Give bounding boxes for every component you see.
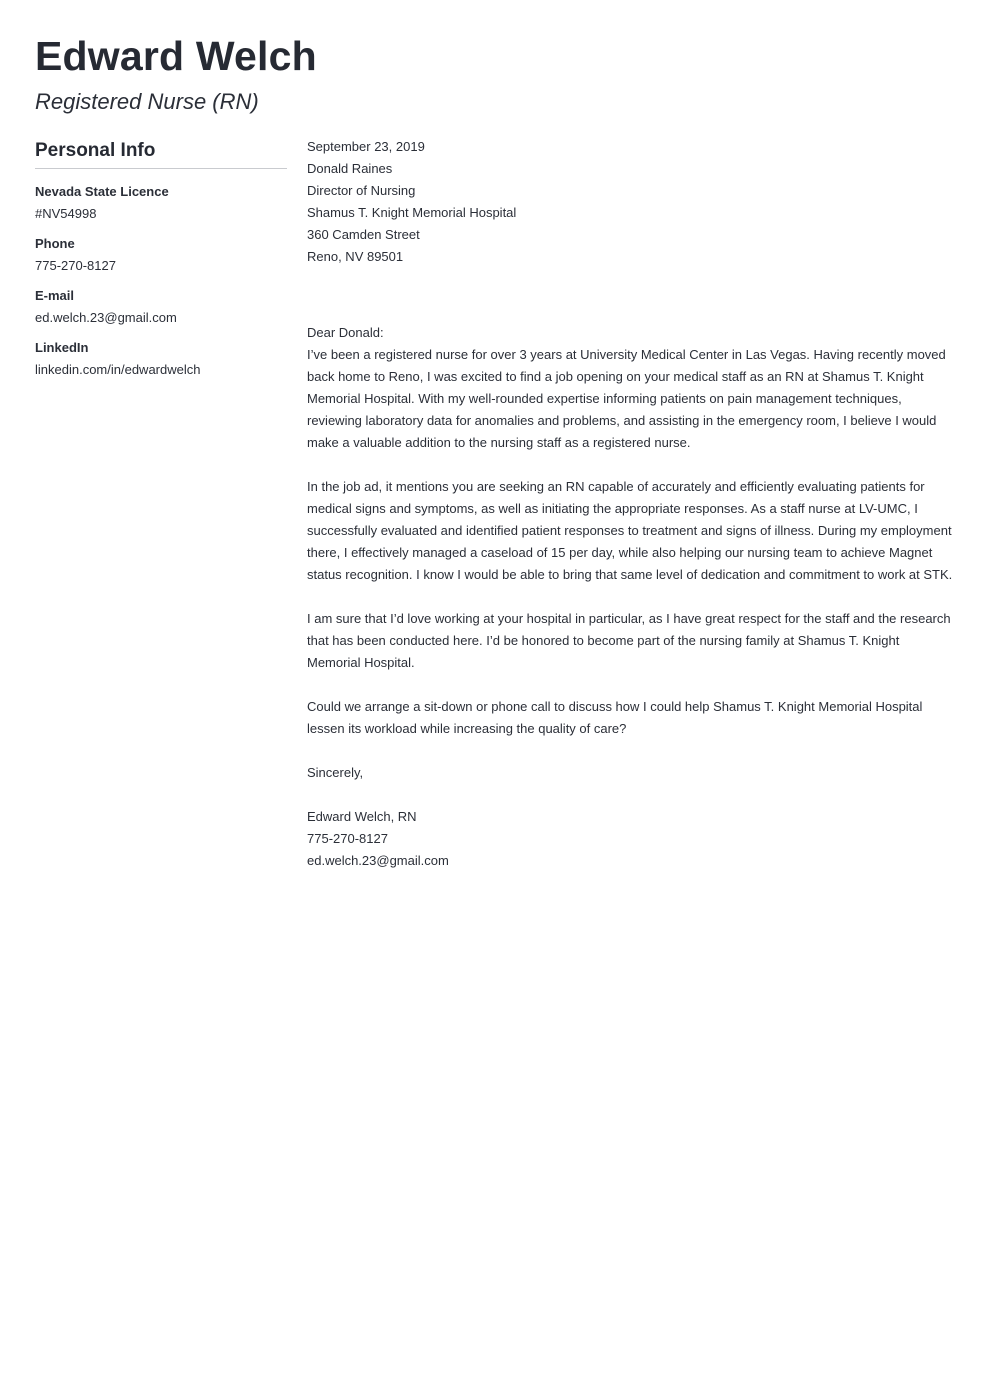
salutation: Dear Donald: <box>307 325 384 340</box>
personal-info-heading: Personal Info <box>35 138 287 169</box>
info-value: ed.welch.23@gmail.com <box>35 310 177 325</box>
body-paragraph: I’ve been a registered nurse for over 3 years at University Medical Center in Las Vegas. Having recently moved back home to Reno, I was excited to find a job opening on your medical staff as an RN at Shamus T. Knight Memorial Hospital. With my well-rounded expertise informing patients on pain management techniques, reviewing laboratory data for anomalies and problems, and assisting in the emergency room, I believe I would make a valuable addition to the nursing staff as a registered nurse. <box>307 347 946 450</box>
recipient-block <box>307 158 955 268</box>
signature-email: ed.welch.23@gmail.com <box>307 853 449 868</box>
letter-content <box>307 136 955 872</box>
recipient-organization: Shamus T. Knight Memorial Hospital <box>307 205 517 220</box>
info-value: linkedin.com/in/edwardwelch <box>35 362 201 377</box>
signature-block <box>307 806 955 872</box>
info-item-phone <box>35 233 287 277</box>
info-label: E-mail <box>35 288 75 303</box>
recipient-street: 360 Camden Street <box>307 227 420 242</box>
applicant-role: Registered Nurse (RN) <box>35 89 259 114</box>
info-item-licence <box>35 181 287 225</box>
body-paragraph: In the job ad, it mentions you are seeking an RN capable of accurately and efficiently evaluating patients for medical signs and symptoms, as well as initiating the appropriate responses. As a staff nurse at LV-UMC, I successfully evaluated and identified patient responses to treatment and signs of illness. During my employment there, I effectively managed a caseload of 15 per day, while also helping our nursing team to achieve Magnet status recognition. I know I would be able to bring that same level of dedication and commitment to work at STK. <box>307 479 953 582</box>
personal-info-sidebar <box>35 138 287 389</box>
signature-name: Edward Welch, RN <box>307 809 417 824</box>
letter-date: September 23, 2019 <box>307 139 425 154</box>
body-paragraph: I am sure that I’d love working at your hospital in particular, as I have great respect for the staff and the research that has been conducted here. I’d be honored to become part of the nursing family at Shamus T. Knight Memorial Hospital. <box>307 611 951 670</box>
info-label: Phone <box>35 236 75 251</box>
signature-phone: 775-270-8127 <box>307 831 388 846</box>
applicant-name: Edward Welch <box>35 33 317 79</box>
info-value: #NV54998 <box>35 206 97 221</box>
recipient-name: Donald Raines <box>307 161 393 176</box>
info-item-email <box>35 285 287 329</box>
body-paragraph: Could we arrange a sit-down or phone call to discuss how I could help Shamus T. Knight Memorial Hospital lessen its workload while increasing the quality of care? <box>307 699 923 736</box>
closing: Sincerely, <box>307 765 364 780</box>
info-value: 775-270-8127 <box>35 258 116 273</box>
recipient-city: Reno, NV 89501 <box>307 249 404 264</box>
personal-info-list <box>35 181 287 381</box>
recipient-title: Director of Nursing <box>307 183 416 198</box>
info-label: Nevada State Licence <box>35 184 169 199</box>
info-label: LinkedIn <box>35 340 89 355</box>
info-item-linkedin <box>35 337 287 381</box>
